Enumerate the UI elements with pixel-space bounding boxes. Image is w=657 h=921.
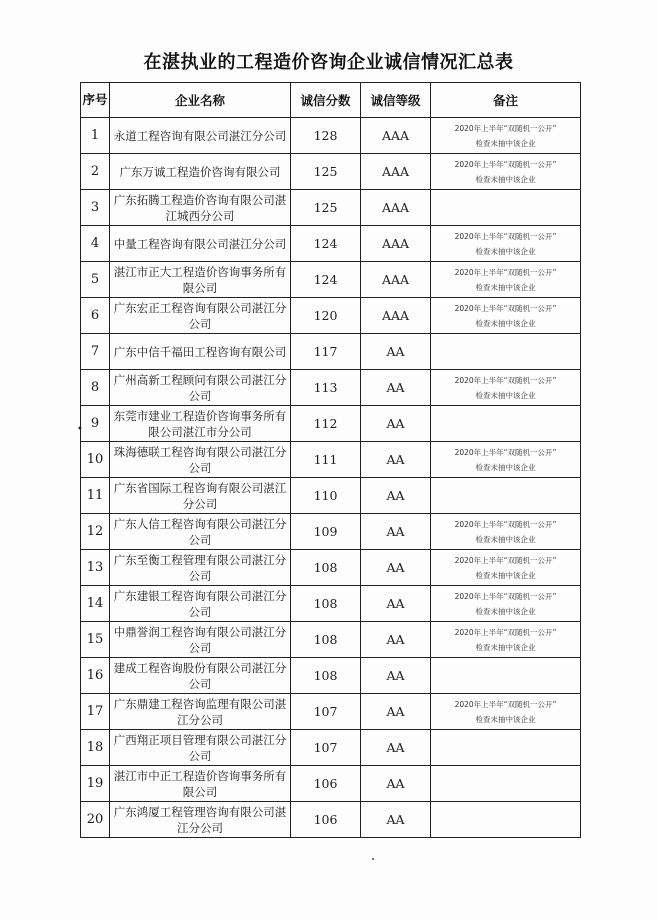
table-row bbox=[81, 154, 581, 190]
remark bbox=[431, 730, 581, 766]
table-row bbox=[81, 406, 581, 442]
remark bbox=[431, 334, 581, 370]
remark bbox=[431, 190, 581, 226]
table-row bbox=[81, 730, 581, 766]
credit-score: 106 bbox=[291, 766, 361, 802]
remark-line-1: 2020年上半年“双随机一公开” bbox=[454, 231, 557, 241]
table-body bbox=[81, 118, 581, 838]
document-title: 在湛执业的工程造价咨询企业诚信情况汇总表 bbox=[143, 52, 514, 73]
remark-line-1: 2020年上半年“双随机一公开” bbox=[454, 699, 557, 709]
remark bbox=[431, 658, 581, 694]
row-number: 4 bbox=[81, 226, 110, 262]
company-name: 广东人信工程咨询有限公司湛江分公司 bbox=[110, 514, 291, 550]
remark-line-1: 2020年上半年“双随机一公开” bbox=[454, 267, 557, 277]
table-row bbox=[81, 262, 581, 298]
remark-line-1: 2020年上半年“双随机一公开” bbox=[454, 627, 557, 637]
credit-grade: AA bbox=[361, 658, 431, 694]
row-number: 1 bbox=[81, 118, 110, 154]
remark bbox=[431, 262, 581, 298]
remark-line-1: 2020年上半年“双随机一公开” bbox=[454, 555, 557, 565]
remark-line-2: 检查未抽中该企业 bbox=[475, 318, 536, 328]
table-header-row bbox=[81, 83, 581, 118]
row-number: 2 bbox=[81, 154, 110, 190]
table-row bbox=[81, 766, 581, 802]
company-name: 广东宏正工程咨询有限公司湛江分公司 bbox=[110, 298, 291, 334]
company-name: 广东拓腾工程造价咨询有限公司湛江城西分公司 bbox=[110, 190, 291, 226]
table-row bbox=[81, 550, 581, 586]
remark-line-2: 检查未抽中该企业 bbox=[475, 642, 536, 652]
row-number: 17 bbox=[81, 694, 110, 730]
row-number: 11 bbox=[81, 478, 110, 514]
credit-score: 112 bbox=[291, 406, 361, 442]
remark-line-2: 检查未抽中该企业 bbox=[475, 714, 536, 724]
credit-grade: AA bbox=[361, 334, 431, 370]
header-credit-score: 诚信分数 bbox=[291, 83, 361, 118]
row-number: 8 bbox=[81, 370, 110, 406]
credit-grade: AA bbox=[361, 478, 431, 514]
remark-line-1: 2020年上半年“双随机一公开” bbox=[454, 591, 557, 601]
credit-grade: AA bbox=[361, 442, 431, 478]
credit-score: 117 bbox=[291, 334, 361, 370]
credit-score: 128 bbox=[291, 118, 361, 154]
table-row bbox=[81, 514, 581, 550]
remark-line-1: 2020年上半年“双随机一公开” bbox=[454, 159, 557, 169]
company-name: 广东至衡工程管理有限公司湛江分公司 bbox=[110, 550, 291, 586]
row-number: 13 bbox=[81, 550, 110, 586]
remark-line-1: 2020年上半年“双随机一公开” bbox=[454, 519, 557, 529]
remark-line-2: 检查未抽中该企业 bbox=[475, 390, 536, 400]
row-number: 16 bbox=[81, 658, 110, 694]
remark-line-2: 检查未抽中该企业 bbox=[475, 570, 536, 580]
credit-grade: AA bbox=[361, 802, 431, 838]
credit-grade: AA bbox=[361, 766, 431, 802]
remark bbox=[431, 298, 581, 334]
row-number: 15 bbox=[81, 622, 110, 658]
remark bbox=[431, 694, 581, 730]
header-remark: 备注 bbox=[431, 83, 581, 118]
credit-score: 108 bbox=[291, 658, 361, 694]
table-row bbox=[81, 622, 581, 658]
remark-line-2: 检查未抽中该企业 bbox=[475, 246, 536, 256]
row-number: 14 bbox=[81, 586, 110, 622]
remark bbox=[431, 406, 581, 442]
remark bbox=[431, 442, 581, 478]
credit-score: 108 bbox=[291, 622, 361, 658]
remark-line-1: 2020年上半年“双随机一公开” bbox=[454, 375, 557, 385]
credit-score: 107 bbox=[291, 730, 361, 766]
remark bbox=[431, 226, 581, 262]
remark bbox=[431, 118, 581, 154]
remark bbox=[431, 478, 581, 514]
credit-grade: AA bbox=[361, 370, 431, 406]
company-name: 中量工程咨询有限公司湛江分公司 bbox=[110, 226, 291, 262]
credit-grade: AA bbox=[361, 730, 431, 766]
credit-score: 107 bbox=[291, 694, 361, 730]
remark-line-2: 检查未抽中该企业 bbox=[475, 138, 536, 148]
table-row bbox=[81, 334, 581, 370]
table-row bbox=[81, 370, 581, 406]
credit-score: 111 bbox=[291, 442, 361, 478]
row-number: 19 bbox=[81, 766, 110, 802]
row-number: 12 bbox=[81, 514, 110, 550]
table-row bbox=[81, 478, 581, 514]
scan-mark: • bbox=[77, 424, 83, 435]
table-row bbox=[81, 442, 581, 478]
remark-line-2: 检查未抽中该企业 bbox=[475, 462, 536, 472]
credit-summary-table bbox=[80, 82, 581, 838]
remark-line-2: 检查未抽中该企业 bbox=[475, 282, 536, 292]
remark-line-1: 2020年上半年“双随机一公开” bbox=[454, 123, 557, 133]
credit-grade: AA bbox=[361, 550, 431, 586]
remark-line-1: 2020年上半年“双随机一公开” bbox=[454, 447, 557, 457]
row-number: 7 bbox=[81, 334, 110, 370]
credit-score: 125 bbox=[291, 154, 361, 190]
row-number: 18 bbox=[81, 730, 110, 766]
credit-grade: AAA bbox=[361, 154, 431, 190]
company-name: 中鼎誉润工程咨询有限公司湛江分公司 bbox=[110, 622, 291, 658]
remark bbox=[431, 586, 581, 622]
credit-score: 120 bbox=[291, 298, 361, 334]
company-name: 广东中信千福田工程咨询有限公司 bbox=[110, 334, 291, 370]
row-number: 6 bbox=[81, 298, 110, 334]
credit-grade: AAA bbox=[361, 118, 431, 154]
credit-score: 108 bbox=[291, 550, 361, 586]
company-name: 广西翔正项目管理有限公司湛江分公司 bbox=[110, 730, 291, 766]
credit-grade: AA bbox=[361, 586, 431, 622]
remark bbox=[431, 550, 581, 586]
remark bbox=[431, 766, 581, 802]
remark-line-2: 检查未抽中该企业 bbox=[475, 606, 536, 616]
credit-score: 108 bbox=[291, 586, 361, 622]
credit-grade: AAA bbox=[361, 190, 431, 226]
credit-score: 106 bbox=[291, 802, 361, 838]
credit-score: 110 bbox=[291, 478, 361, 514]
table-row bbox=[81, 802, 581, 838]
table-row bbox=[81, 226, 581, 262]
header-company-name: 企业名称 bbox=[110, 83, 291, 118]
header-credit-grade: 诚信等级 bbox=[361, 83, 431, 118]
remark-line-1: 2020年上半年“双随机一公开” bbox=[454, 303, 557, 313]
credit-grade: AAA bbox=[361, 226, 431, 262]
table-row bbox=[81, 298, 581, 334]
credit-grade: AA bbox=[361, 514, 431, 550]
company-name: 广东省国际工程咨询有限公司湛江分公司 bbox=[110, 478, 291, 514]
row-number: 9 bbox=[81, 406, 110, 442]
remark bbox=[431, 154, 581, 190]
credit-grade: AAA bbox=[361, 298, 431, 334]
credit-score: 113 bbox=[291, 370, 361, 406]
credit-grade: AA bbox=[361, 694, 431, 730]
remark bbox=[431, 370, 581, 406]
table-row bbox=[81, 694, 581, 730]
remark bbox=[431, 514, 581, 550]
company-name: 广东建银工程咨询有限公司湛江分公司 bbox=[110, 586, 291, 622]
company-name: 湛江市正大工程造价咨询事务所有限公司 bbox=[110, 262, 291, 298]
company-name: 永道工程咨询有限公司湛江分公司 bbox=[110, 118, 291, 154]
credit-grade: AA bbox=[361, 406, 431, 442]
row-number: 10 bbox=[81, 442, 110, 478]
header-no: 序号 bbox=[81, 83, 110, 118]
remark-line-2: 检查未抽中该企业 bbox=[475, 534, 536, 544]
row-number: 5 bbox=[81, 262, 110, 298]
remark-line-2: 检查未抽中该企业 bbox=[475, 174, 536, 184]
credit-grade: AA bbox=[361, 622, 431, 658]
credit-score: 109 bbox=[291, 514, 361, 550]
table-row bbox=[81, 190, 581, 226]
row-number: 3 bbox=[81, 190, 110, 226]
remark bbox=[431, 802, 581, 838]
table-row bbox=[81, 586, 581, 622]
table-row bbox=[81, 118, 581, 154]
company-name: 珠海德联工程咨询有限公司湛江分公司 bbox=[110, 442, 291, 478]
company-name: 东莞市建业工程造价咨询事务所有限公司湛江市分公司 bbox=[110, 406, 291, 442]
table-row bbox=[81, 658, 581, 694]
company-name: 建成工程咨询股份有限公司湛江分公司 bbox=[110, 658, 291, 694]
credit-score: 124 bbox=[291, 226, 361, 262]
company-name: 广东鸿厦工程管理咨询有限公司湛江分公司 bbox=[110, 802, 291, 838]
remark bbox=[431, 622, 581, 658]
row-number: 20 bbox=[81, 802, 110, 838]
credit-score: 124 bbox=[291, 262, 361, 298]
scan-speck bbox=[372, 858, 374, 860]
company-name: 广东万诚工程造价咨询有限公司 bbox=[110, 154, 291, 190]
company-name: 广州高新工程顾问有限公司湛江分公司 bbox=[110, 370, 291, 406]
credit-grade: AAA bbox=[361, 262, 431, 298]
company-name: 广东鼎建工程咨询监理有限公司湛江分公司 bbox=[110, 694, 291, 730]
credit-score: 125 bbox=[291, 190, 361, 226]
company-name: 湛江市中正工程造价咨询事务所有限公司 bbox=[110, 766, 291, 802]
